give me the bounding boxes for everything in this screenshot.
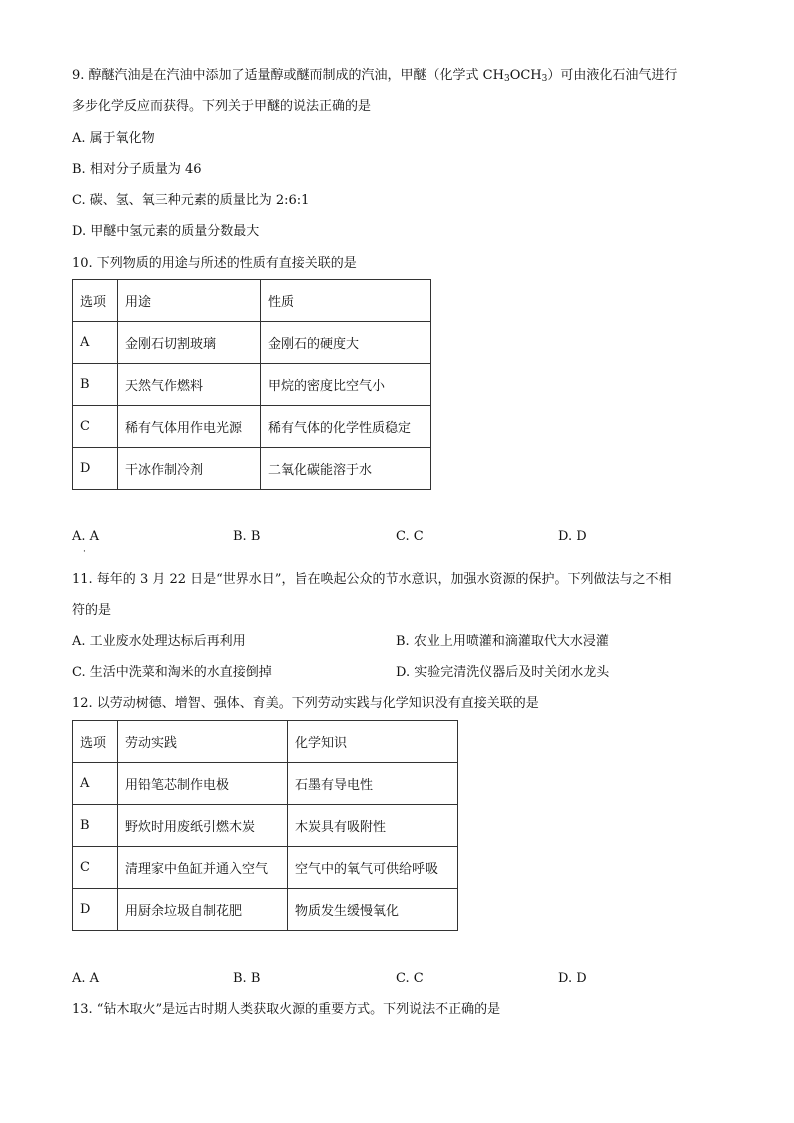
table-cell: C [73, 847, 118, 889]
table-cell: 稀有气体的化学性质稳定 [261, 406, 431, 448]
table-cell: 金刚石的硬度大 [261, 322, 431, 364]
q10-answer-b: B. B [233, 529, 261, 544]
q10-answer-a: A. A [72, 529, 100, 544]
q9-stem-text: OCH [509, 68, 542, 83]
q11-stem-line2: 符的是 [72, 603, 112, 618]
q9-stem-line1 [72, 67, 677, 85]
table-cell: 甲烷的密度比空气小 [261, 364, 431, 406]
q11-option-c: C. 生活中洗菜和淘米的水直接倒掉 [72, 665, 272, 680]
table-cell: 用铅笔芯制作电极 [118, 763, 288, 805]
table-header-cell: 化学知识 [288, 721, 458, 763]
q9-stem-text: ）可由液化石油气进行 [547, 68, 678, 83]
stray-dot-mark: · [83, 547, 86, 557]
table-header-cell: 选项 [73, 721, 118, 763]
table-cell: 野炊时用废纸引燃木炭 [118, 805, 288, 847]
q11-option-d: D. 实验完清洗仪器后及时关闭水龙头 [396, 665, 610, 680]
table-cell: 干冰作制冷剂 [118, 448, 261, 490]
table-row [73, 364, 431, 406]
q9-option-c: C. 碳、氢、氧三种元素的质量比为 2:6:1 [72, 193, 310, 208]
table-cell: A [73, 763, 118, 805]
table-cell: D [73, 448, 118, 490]
q11-option-b: B. 农业上用喷灌和滴灌取代大水浸灌 [396, 634, 609, 649]
q13-stem: 13. “钻木取火”是远古时期人类获取火源的重要方式。下列说法不正确的是 [72, 1002, 501, 1017]
table-cell: 金刚石切割玻璃 [118, 322, 261, 364]
q9-option-a: A. 属于氧化物 [72, 131, 155, 146]
q10-answer-d: D. D [558, 529, 587, 544]
q11-option-a: A. 工业废水处理达标后再利用 [72, 634, 246, 649]
table-header-row [73, 721, 458, 763]
table-cell: 空气中的氧气可供给呼吸 [288, 847, 458, 889]
table-header-cell: 用途 [118, 280, 261, 322]
table-cell: B [73, 364, 118, 406]
q12-answer-c: C. C [396, 971, 424, 986]
table-cell: 清理家中鱼缸并通入空气 [118, 847, 288, 889]
table-cell: 木炭具有吸附性 [288, 805, 458, 847]
subscript: 3 [541, 74, 548, 84]
table-row [73, 889, 458, 931]
subscript: 3 [503, 74, 510, 84]
table-cell: 天然气作燃料 [118, 364, 261, 406]
table-header-row [73, 280, 431, 322]
q9-option-d: D. 甲醚中氢元素的质量分数最大 [72, 224, 260, 239]
q11-stem-line1: 11. 每年的 3 月 22 日是“世界水日”，旨在唤起公众的节水意识，加强水资源的保护。下列做法与之不相 [72, 572, 672, 587]
table-row [73, 805, 458, 847]
q9-stem-line2: 多步化学反应而获得。下列关于甲醚的说法正确的是 [72, 99, 372, 114]
table-row [73, 763, 458, 805]
q12-answer-a: A. A [72, 971, 100, 986]
table-row [73, 448, 431, 490]
q12-table [72, 720, 458, 931]
q10-stem: 10. 下列物质的用途与所述的性质有直接关联的是 [72, 256, 357, 271]
table-cell: 物质发生缓慢氧化 [288, 889, 458, 931]
q12-answer-d: D. D [558, 971, 587, 986]
q12-answer-b: B. B [233, 971, 261, 986]
table-header-cell: 性质 [261, 280, 431, 322]
table-row [73, 406, 431, 448]
table-row [73, 322, 431, 364]
table-header-cell: 选项 [73, 280, 118, 322]
table-cell: B [73, 805, 118, 847]
table-cell: 用厨余垃圾自制花肥 [118, 889, 288, 931]
table-cell: 二氧化碳能溶于水 [261, 448, 431, 490]
table-cell: 稀有气体用作电光源 [118, 406, 261, 448]
q10-table [72, 279, 431, 490]
table-cell: C [73, 406, 118, 448]
table-row [73, 847, 458, 889]
q12-stem: 12. 以劳动树德、增智、强体、育美。下列劳动实践与化学知识没有直接关联的是 [72, 696, 539, 711]
table-header-cell: 劳动实践 [118, 721, 288, 763]
table-cell: 石墨有导电性 [288, 763, 458, 805]
q10-answer-c: C. C [396, 529, 424, 544]
q9-stem-text: 9. 醇醚汽油是在汽油中添加了适量醇或醚而制成的汽油，甲醚（化学式 CH [72, 68, 504, 83]
q9-option-b: B. 相对分子质量为 46 [72, 162, 202, 177]
table-cell: A [73, 322, 118, 364]
table-cell: D [73, 889, 118, 931]
